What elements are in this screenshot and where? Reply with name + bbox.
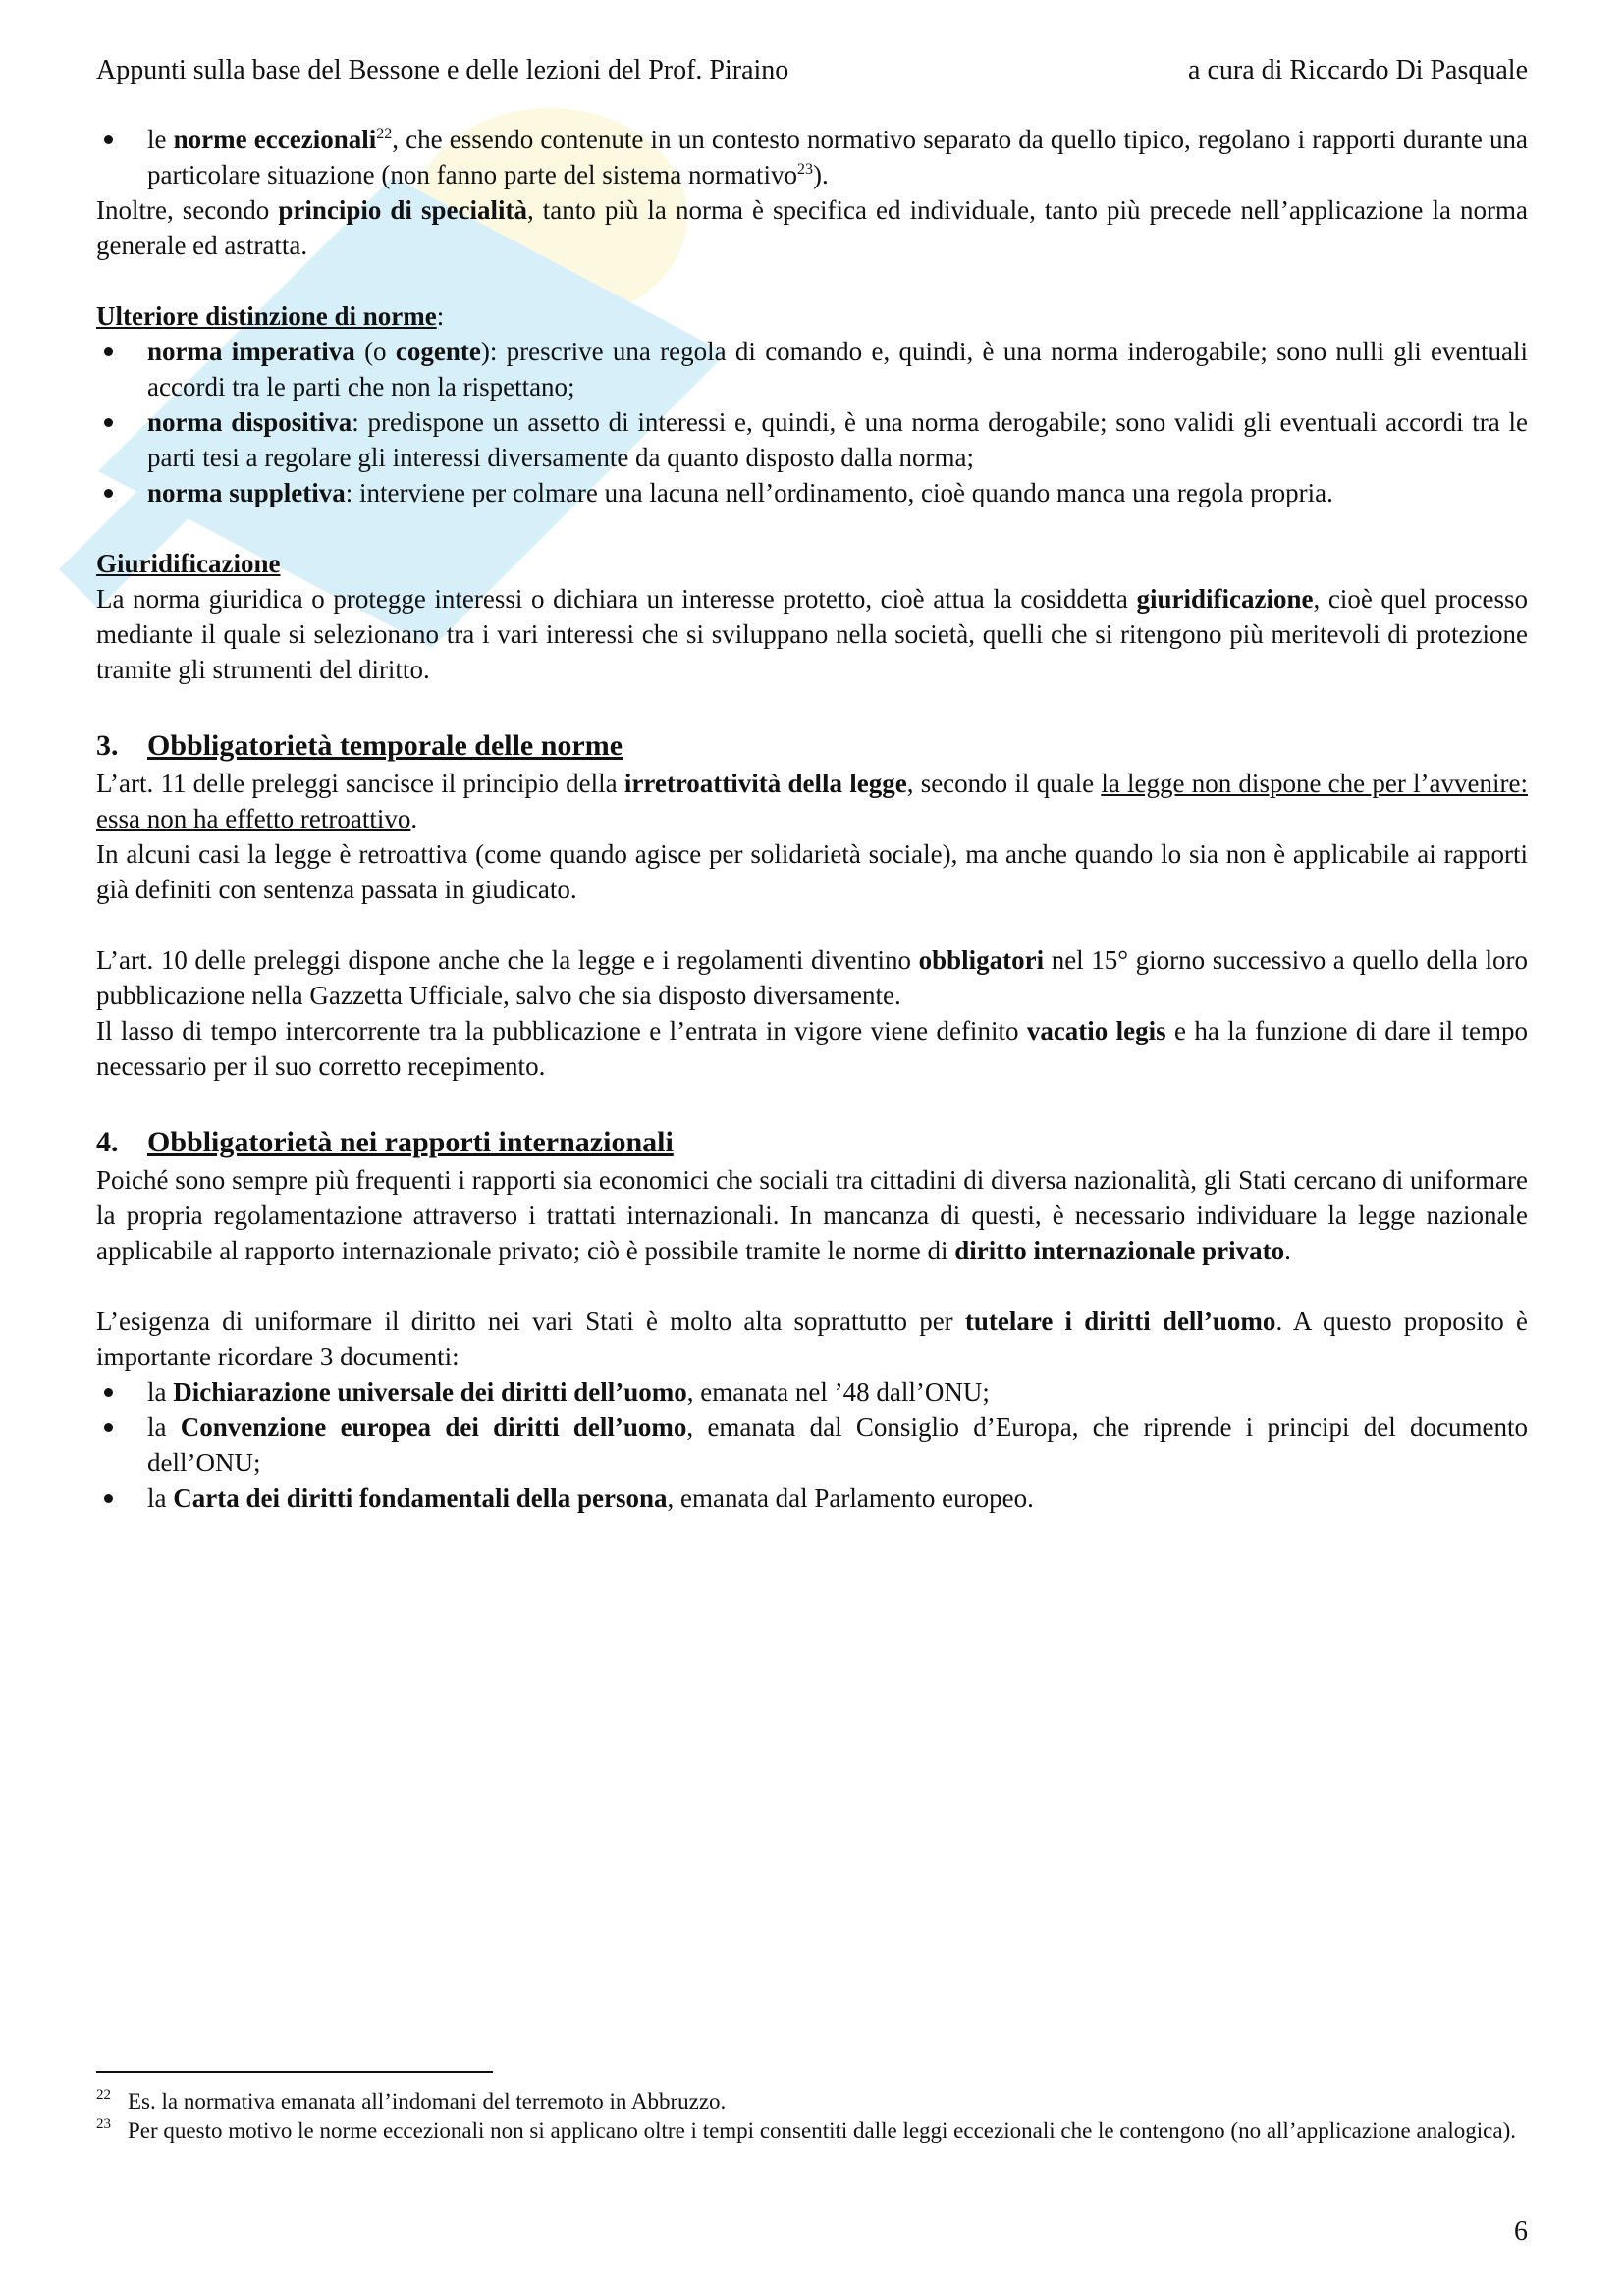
section-3-heading: 3. Obbligatorietà temporale delle norme [96,729,623,762]
list-item: la Dichiarazione universale dei diritti dell’uomo, emanata nel ’48 dall’ONU; [96,1374,1528,1410]
footnote-23: 23 Per questo motivo le norme eccezionali non si applicano oltre i tempi consentiti dalle leggi eccezionali che le contengono (no all’applicazione analogica). [96,2116,1516,2143]
footnote-22: 22 Es. la normativa emanata all’indomani del terremoto in Abbruzzo. [96,2087,727,2113]
paragraph-irretroattivita: L’art. 11 delle preleggi sancisce il principio della irretroattività della legge, secondo il quale la legge non dispone che per l’avvenire: essa non ha effetto retroattivo. [96,769,1528,833]
list-item: la Convenzione europea dei diritti dell’uomo, emanata dal Consiglio d’Europa, che riprende i principi del documento dell’ONU; [96,1410,1528,1480]
paragraph-retroattiva: In alcuni casi la legge è retroattiva (come quando agisce per solidarietà sociale), ma anche quando lo sia non è applicabile ai rapporti già definiti con sentenza passata in giudicato. [96,839,1528,904]
footnote-ref-22[interactable]: 22 [376,126,393,142]
page-content [96,122,1528,1516]
page-number: 6 [1514,2216,1528,2247]
documenti-list [96,1374,1528,1516]
list-item: le norme eccezionali$^{22}$, che essendo contenute in un contesto normativo separato da quello tipico, regolano i rapporti durante una particolare situazione (non fanno parte del sistema normativo$^{23}$). [96,122,1528,192]
paragraph-specialita: Inoltre, secondo principio di specialità, tanto più la norma è specifica ed individuale, tanto più precede nell’applicazione la norma generale ed astratta. [96,195,1528,260]
header-right: a cura di Riccardo Di Pasquale [1188,55,1528,85]
list-item: norma dispositiva: predispone un assetto di interessi e, quindi, è una norma derogabile; sono validi gli eventuali accordi tra le parti tesi a regolare gli interessi diversamente da quanto disposto dalla norma; [96,404,1528,475]
footnote-separator [96,2071,493,2073]
header-left: Appunti sulla base del Bessone e delle lezioni del Prof. Piraino [96,55,789,85]
subheading-distinzione: Ulteriore distinzione di norme: [96,301,445,331]
paragraph-giuridificazione: La norma giuridica o protegge interessi o dichiara un interesse protetto, cioè attua la cosiddetta giuridificazione, cioè quel processo mediante il quale si selezionano tra i vari interessi che si sviluppano nella società, quelli che si ritengono più meritevoli di protezione tramite gli strumenti del diritto. [96,584,1528,684]
footnote-ref-23[interactable]: 23 [797,161,814,178]
paragraph-internazionali: Poiché sono sempre più frequenti i rapporti sia economici che sociali tra cittadini di diversa nazionalità, gli Stati cercano di uniformare la propria regolamentazione attraverso i trattati internazionali. In mancanza di questi, è necessario individuare la legge nazionale applicabile al rapporto internazionale privato; ciò è possibile tramite le norme di diritto internazionale privato. [96,1165,1528,1265]
list-item: la Carta dei diritti fondamentali della persona, emanata dal Parlamento europeo. [96,1480,1528,1516]
paragraph-vacatio-legis: Il lasso di tempo intercorrente tra la pubblicazione e l’entrata in vigore viene definito vacatio legis e ha la funzione di dare il tempo necessario per il suo corretto recepimento. [96,1016,1528,1081]
list-item: norma suppletiva: interviene per colmare una lacuna nell’ordinamento, cioè quando manca una regola propria. [96,475,1528,510]
paragraph-diritti-uomo: L’esigenza di uniformare il diritto nei vari Stati è molto alta soprattutto per tutelare i diritti dell’uomo. A questo proposito è importante ricordare 3 documenti: [96,1307,1528,1371]
distinzione-list [96,334,1528,510]
subheading-giuridificazione: Giuridificazione [96,549,281,578]
footnotes [96,2087,1528,2146]
section-4-heading: 4. Obbligatorietà nei rapporti internazionali [96,1126,674,1158]
page-header [96,53,1528,88]
list-item: norma imperativa (o cogente): prescrive una regola di comando e, quindi, è una norma inderogabile; sono nulli gli eventuali accordi tra le parti che non la rispettano; [96,334,1528,404]
eccezionali-list [96,122,1528,192]
paragraph-obbligatori: L’art. 10 delle preleggi dispone anche che la legge e i regolamenti diventino obbligatori nel 15° giorno successivo a quello della loro pubblicazione nella Gazzetta Ufficiale, salvo che sia disposto diversamente. [96,945,1528,1010]
